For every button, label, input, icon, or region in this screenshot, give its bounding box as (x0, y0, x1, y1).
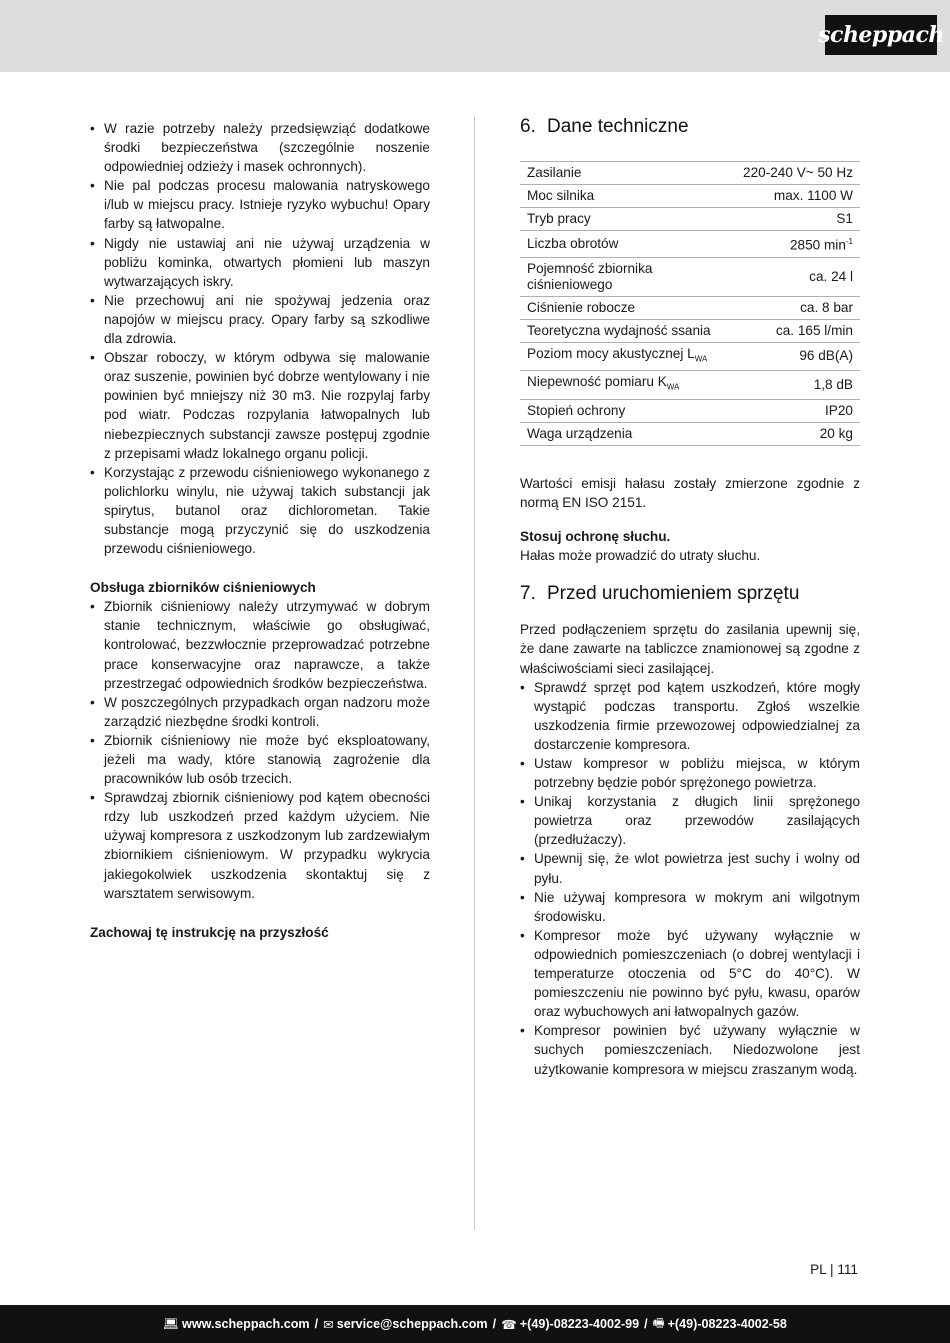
list-item: • Sprawdź sprzęt pod kątem uszkodzeń, które mogły wystąpić podczas transportu. Zgłoś wszelkie uszkodzenia firmie przewozowej odpowiedzialnej za dostarczenie kompresora. (520, 678, 860, 754)
brand-logo: scheppach (825, 15, 937, 55)
list-item: • Nie pal podczas procesu malowania natryskowego i/lub w miejscu pracy. Istnieje ryzyko wybuchu! Opary farby są łatwopalne. (90, 176, 430, 233)
list-item: • Upewnij się, że wlot powietrza jest suchy i wolny od pyłu. (520, 849, 860, 887)
spec-label: Teoretyczna wydajność ssania (520, 319, 736, 342)
tank-subheading: Obsługa zbiorników ciśnieniowych (90, 580, 316, 596)
table-row (520, 296, 860, 319)
spec-value: S1 (736, 208, 860, 231)
list-item: • W razie potrzeby należy przedsięwziąć dodatkowe środki bezpieczeństwa (szczególnie noszenie odpowiedniej odzieży i masek ochronnych). (90, 119, 430, 176)
table-row (520, 422, 860, 445)
table-row (520, 399, 860, 422)
column-divider (474, 116, 475, 1230)
spec-value: 96 dB(A) (736, 342, 860, 371)
table-row (520, 342, 860, 371)
fax-icon: 🖷︎ (652, 1315, 665, 1330)
table-row (520, 231, 860, 258)
page-number: PL | 111 (810, 1262, 858, 1277)
spec-value: ca. 24 l (736, 257, 860, 296)
list-item: • Obszar roboczy, w którym odbywa się malowanie oraz suszenie, powinien być dobrze wentylowany i nie powinien być mniejszy niż 30 m3. Nie rozpylaj farby pod wiatr. Podczas rozpylania łatwopalnych lub niebezpiecznych substancji zawsze postępuj zgodnie z przepisami władz lokalnego organu policji. (90, 348, 430, 463)
spec-label: Moc silnika (520, 185, 736, 208)
spec-value: IP20 (736, 399, 860, 422)
keep-instructions-note: Zachowaj tę instrukcję na przyszłość (90, 924, 329, 940)
spec-label: Stopień ochrony (520, 399, 736, 422)
spec-value: 20 kg (736, 422, 860, 445)
list-item: • Nie przechowuj ani nie spożywaj jedzenia oraz napojów w miejscu pracy. Opary farby są szkodliwe dla zdrowia. (90, 291, 430, 348)
computer-icon: 💻︎ (163, 1316, 180, 1331)
safety-bullet-list (90, 119, 430, 558)
spec-value: max. 1100 W (736, 185, 860, 208)
section-heading-before-start: 7. Przed uruchomieniem sprzętu (520, 583, 800, 605)
spec-label: Poziom mocy akustycznej $L_{WA}$ (520, 342, 736, 371)
list-item: • Zbiornik ciśnieniowy nie może być eksploatowany, jeżeli ma wady, które stanowią zagrożenie dla pracowników lub osób trzecich. (90, 731, 430, 788)
table-row (520, 371, 860, 400)
spec-value: 2850 $\min^{-1}$ (736, 231, 860, 258)
table-row (520, 185, 860, 208)
table-row (520, 162, 860, 185)
before-start-bullet-list (520, 678, 860, 1079)
label-subscript: WA (666, 382, 680, 392)
spec-label: Waga urządzenia (520, 422, 736, 445)
list-item: • Korzystając z przewodu ciśnieniowego wykonanego z polichlorku winylu, nie używaj takich substancji jak spirytus, butanol oraz dichlorometan. Takie substancje mogą przyczynić się do uszkodzenia przewodu ciśnieniowego. (90, 463, 430, 558)
website-link[interactable]: www.scheppach.com (182, 1317, 310, 1331)
phone-number: +(49)-08223-4002-99 (519, 1317, 640, 1331)
list-item: • Kompresor może być używany wyłącznie w odpowiednich pomieszczeniach (o dobrej wentylacji i temperaturze otoczenia od 5°C do 40°C). W pomieszczeniu nie powinno być pyłu, kwasu, oparów oraz wybuchowych ani łatwopalnych gazów. (520, 926, 860, 1021)
spec-label: Niepewność pomiaru $K_{WA}$ (520, 371, 736, 400)
noise-emission-note: Wartości emisji hałasu zostały zmierzone zgodnie z normą EN ISO 2151. (520, 475, 860, 511)
spec-label: Pojemność zbiornika ciśnieniowego (520, 257, 736, 296)
table-row (520, 257, 860, 296)
mail-icon: ✉︎ (323, 1317, 334, 1332)
tank-bullet-list (90, 597, 430, 903)
list-item: • W poszczególnych przypadkach organ nadzoru może zarządzić niezbędne środki kontroli. (90, 693, 430, 731)
list-item: • Zbiornik ciśnieniowy należy utrzymywać w dobrym stanie technicznym, właściwie go obsługiwać, kontrolować, bezzwłocznie przeprowadzać potrzebne prace konserwacyjne oraz naprawcze, a także przestrzegać odpowiednich środków bezpieczeństwa. (90, 597, 430, 692)
right-column (520, 115, 860, 1079)
label-subscript: WA (694, 354, 708, 364)
spec-value: 1,8 dB (736, 371, 860, 400)
list-item: • Unikaj korzystania z długich linii sprężonego powietrza oraz przewodów zasilających (przedłużaczy). (520, 792, 860, 849)
section-heading-technical-data: 6. Dane techniczne (520, 116, 689, 137)
phone-icon: ☎ (501, 1317, 517, 1332)
spec-value: ca. 8 bar (736, 296, 860, 319)
list-item: • Nie używaj kompresora w mokrym ani wilgotnym środowisku. (520, 888, 860, 926)
unit-superscript: -1 (845, 237, 853, 246)
hearing-protection-text: Hałas może prowadzić do utraty słuchu. (520, 548, 761, 564)
table-row (520, 319, 860, 342)
spec-value: ca. 165 l/min (736, 319, 860, 342)
header-bar (0, 0, 950, 72)
left-column (90, 119, 430, 942)
spec-label: Tryb pracy (520, 208, 736, 231)
list-item: • Kompresor powinien być używany wyłącznie w suchych pomieszczeniach. Niedozwolone jest użytkowanie kompresora w miejscu zraszanym wodą. (520, 1021, 860, 1078)
before-start-intro: Przed podłączeniem sprzętu do zasilania upewnij się, że dane zawarte na tabliczce znamionowej są zgodne z właściwościami sieci zasilającej. (520, 622, 860, 676)
email-link[interactable]: service@scheppach.com (336, 1317, 488, 1331)
spec-value: 220-240 V~ 50 Hz (736, 162, 860, 185)
spec-label: Ciśnienie robocze (520, 296, 736, 319)
footer-contact-bar: 💻︎ www.scheppach.com / ✉︎ service@scheppach.com / ☎ +(49)-08223-4002-99 / 🖷︎ +(49)-08223-4002-58 (0, 1305, 950, 1343)
spec-label: Liczba obrotów (520, 231, 736, 258)
list-item: • Sprawdzaj zbiornik ciśnieniowy pod kątem obecności rdzy lub uszkodzeń przed każdym użyciem. Nie używaj kompresora z uszkodzonym lub zardzewiałym zbiornikiem ciśnieniowym. W przypadku wykrycia jakiegokolwiek uszkodzenia skontaktuj się z warsztatem serwisowym. (90, 788, 430, 903)
fax-number: +(49)-08223-4002-58 (667, 1317, 787, 1331)
list-item: • Nigdy nie ustawiaj ani nie używaj urządzenia w pobliżu kominka, otwartych płomieni lub maszyn wytwarzających iskry. (90, 234, 430, 291)
spec-label: Zasilanie (520, 162, 736, 185)
hearing-protection-heading: Stosuj ochronę słuchu. (520, 529, 671, 545)
table-row (520, 208, 860, 231)
list-item: • Ustaw kompresor w pobliżu miejsca, w którym potrzebny będzie pobór sprężonego powietrza. (520, 754, 860, 792)
spec-table (520, 161, 860, 446)
